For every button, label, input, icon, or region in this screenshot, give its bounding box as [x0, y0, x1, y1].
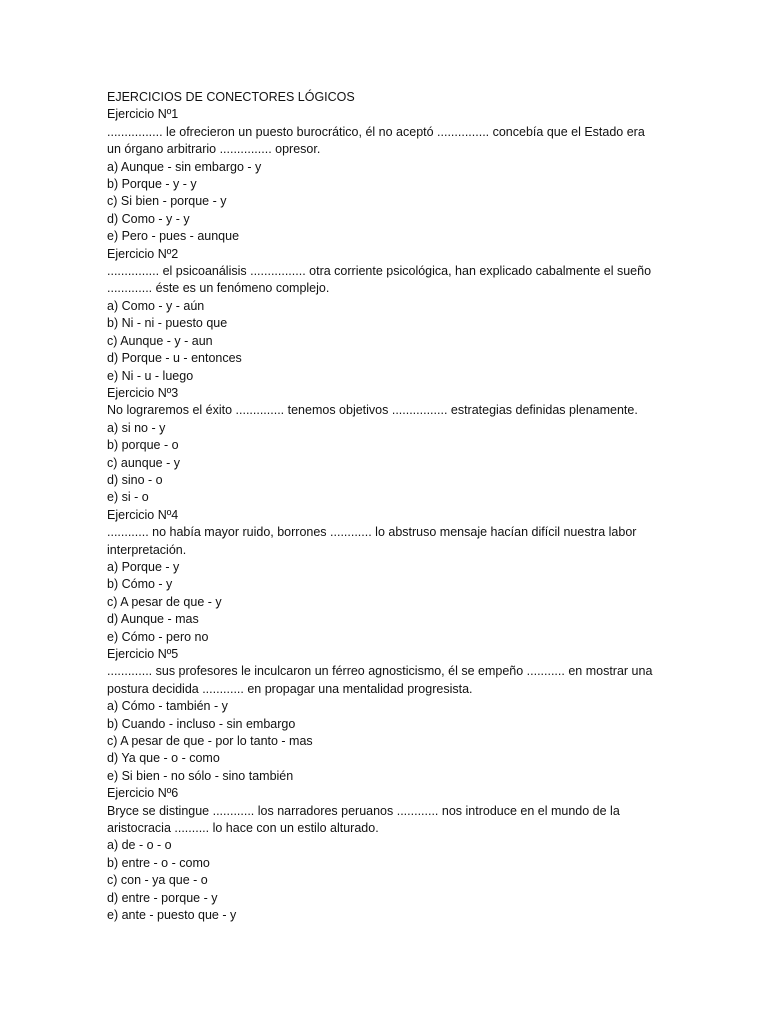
option-e: e) Ni - u - luego	[107, 368, 194, 383]
document-page	[107, 89, 697, 925]
option-a: a) Como - y - aún	[107, 298, 205, 313]
option-a: a) de - o - o	[107, 838, 172, 853]
option-c: c) con - ya que - o	[107, 873, 208, 888]
option-b: b) Cuando - incluso - sin embargo	[107, 716, 296, 731]
exercise-heading: Ejercicio Nº4	[107, 507, 179, 522]
option-c: c) Si bien - porque - y	[107, 194, 227, 209]
exercise-5	[107, 646, 697, 785]
option-a: a) Porque - y	[107, 559, 180, 574]
option-d: d) entre - porque - y	[107, 890, 218, 905]
option-b: b) Cómo - y	[107, 577, 173, 592]
option-b: b) Ni - ni - puesto que	[107, 316, 228, 331]
option-e: e) si - o	[107, 490, 149, 505]
option-b: b) Porque - y - y	[107, 177, 197, 192]
question-line: ................ le ofrecieron un puesto burocrático, él no aceptó ............... concebía que el Estado era	[107, 124, 645, 139]
option-a: a) si no - y	[107, 420, 166, 435]
option-c: c) Aunque - y - aun	[107, 333, 213, 348]
option-c: c) A pesar de que - y	[107, 594, 222, 609]
option-c: c) aunque - y	[107, 455, 180, 470]
option-d: d) Como - y - y	[107, 211, 190, 226]
question-line: aristocracia .......... lo hace con un estilo alturado.	[107, 821, 379, 836]
question-line: interpretación.	[107, 542, 187, 557]
question-line: ............. éste es un fenómeno complejo.	[107, 281, 330, 296]
exercise-heading: Ejercicio Nº3	[107, 385, 179, 400]
option-e: e) Cómo - pero no	[107, 629, 209, 644]
document-title: EJERCICIOS DE CONECTORES LÓGICOS	[107, 90, 355, 104]
exercise-3	[107, 385, 697, 507]
option-d: d) Porque - u - entonces	[107, 351, 242, 366]
question-line: un órgano arbitrario ............... opresor.	[107, 142, 321, 157]
option-e: e) Pero - pues - aunque	[107, 229, 240, 244]
exercise-1	[107, 106, 697, 245]
option-e: e) Si bien - no sólo - sino también	[107, 768, 294, 783]
option-a: a) Aunque - sin embargo - y	[107, 159, 262, 174]
question-line: ............... el psicoanálisis ................ otra corriente psicológica, han explicado cabalmente el sueño	[107, 264, 652, 279]
exercise-4	[107, 507, 697, 646]
exercise-heading: Ejercicio Nº1	[107, 107, 179, 122]
exercise-heading: Ejercicio Nº5	[107, 647, 179, 661]
option-e: e) ante - puesto que - y	[107, 908, 237, 923]
question-line: ............. sus profesores le inculcaron un férreo agnosticismo, él se empeño ........... en mostrar una	[107, 664, 653, 679]
option-b: b) porque - o	[107, 438, 179, 453]
option-a: a) Cómo - también - y	[107, 699, 228, 714]
exercise-6	[107, 785, 697, 924]
question-line: postura decidida ............ en propagar una mentalidad progresista.	[107, 681, 473, 696]
question-line: No lograremos el éxito .............. tenemos objetivos ................ estrategias definidas plenamente.	[107, 403, 638, 418]
question-line: ............ no había mayor ruido, borrones ............ lo abstruso mensaje hacían difícil nuestra labor	[107, 525, 637, 540]
option-d: d) sino - o	[107, 472, 163, 487]
exercise-heading: Ejercicio Nº6	[107, 786, 179, 801]
option-c: c) A pesar de que - por lo tanto - mas	[107, 734, 313, 749]
option-b: b) entre - o - como	[107, 855, 210, 870]
question-line: Bryce se distingue ............ los narradores peruanos ............ nos introduce en el mundo de la	[107, 803, 620, 818]
option-d: d) Ya que - o - como	[107, 751, 220, 766]
exercise-heading: Ejercicio Nº2	[107, 246, 179, 261]
exercise-2	[107, 246, 697, 385]
option-d: d) Aunque - mas	[107, 612, 199, 627]
